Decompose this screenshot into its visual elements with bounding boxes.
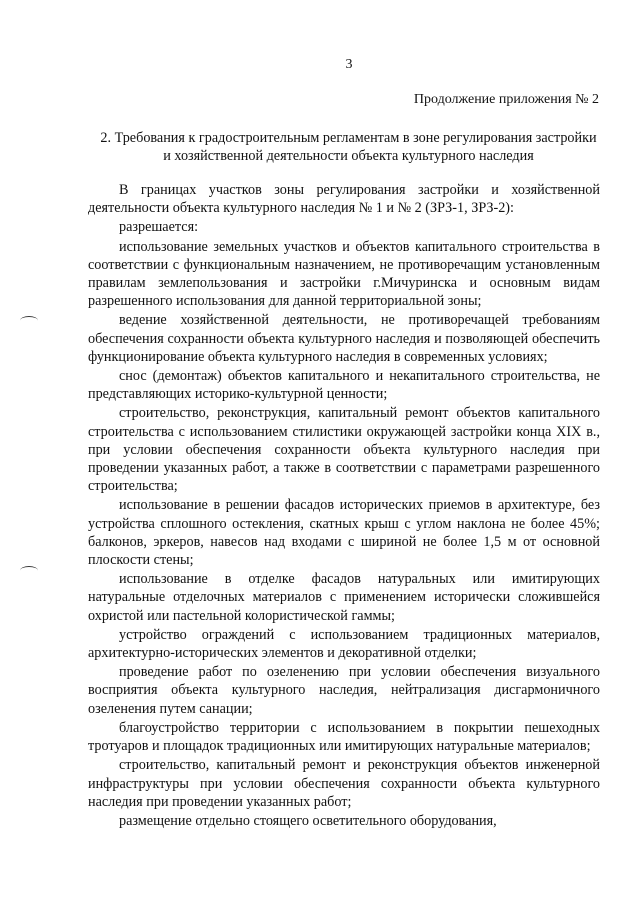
paragraph-intro: В границах участков зоны регулирования застройки и хозяйственной деятельности объекта культурного наследия № 1 и № 2 (ЗРЗ-1, ЗРЗ-2): <box>88 182 600 217</box>
paragraph-item: использование в отделке фасадов натуральных или имитирующих натуральные отделочных материалов с применением исторически сложившейся охристой или пастельной колористической гаммы; <box>88 571 600 624</box>
paragraph-item: благоустройство территории с использованием в покрытии пешеходных тротуаров и площадок традиционных или имитирующих натуральные материалов; <box>88 719 600 755</box>
paragraph-item: ведение хозяйственной деятельности, не противоречащей требованиям обеспечения сохранности объекта культурного наследия и позволяющей обеспечить функционирование объекта культурного наследия в современных условиях; <box>88 312 600 365</box>
document-body <box>88 181 600 831</box>
paragraph-item: использование в решении фасадов исторических приемов в архитектуре, без устройства сплошного остекления, скатных крыш с углом наклона не более 45%; балконов, эркеров, навесов над входами с шириной не более 1,5 м от основной плоскости стены; <box>88 497 600 569</box>
paragraph-item: строительство, реконструкция, капитальный ремонт объектов капитального строительства с использованием стилистики окружающей застройки конца XIX в., при условии обеспечения сохранности объекта культурного наследия при проведении указанных работ, а также в соответствии с параметрами разрешенного строительства; <box>88 405 600 495</box>
paragraph-item: снос (демонтаж) объектов капитального и некапитального строительства, не представляющих историко-культурной ценности; <box>88 368 600 403</box>
paragraph-item: размещение отдельно стоящего осветительного оборудования, <box>119 812 497 829</box>
paragraph-item: проведение работ по озеленению при условии обеспечения визуального восприятия объекта культурного наследия, нейтрализация дисгармоничного озеленения путем санации; <box>88 664 600 717</box>
binding-mark-icon <box>20 316 38 325</box>
section-heading: 2. Требования к градостроительным регламентам в зоне регулирования застройки и хозяйственной деятельности объекта культурного наследия <box>100 130 597 164</box>
binding-mark-icon <box>20 566 38 575</box>
page-number: 3 <box>345 57 353 72</box>
paragraph-permitted-label: разрешается: <box>119 219 199 236</box>
paragraph-item: устройство ограждений с использованием традиционных материалов, архитектурно-исторических элементов и декоративной отделки; <box>88 626 600 662</box>
paragraph-item: использование земельных участков и объектов капитального строительства в соответствии с функциональным назначением, не противоречащим установленным правилам землепользования и застройки г.Мичуринска и основным видам разрешенного использования для данной территориальной зоны; <box>88 238 600 310</box>
paragraph-item: строительство, капитальный ремонт и реконструкция объектов инженерной инфраструктуры при условии обеспечения сохранности объекта культурного наследия при проведении указанных работ; <box>88 757 600 810</box>
appendix-note: Продолжение приложения № 2 <box>413 92 599 107</box>
